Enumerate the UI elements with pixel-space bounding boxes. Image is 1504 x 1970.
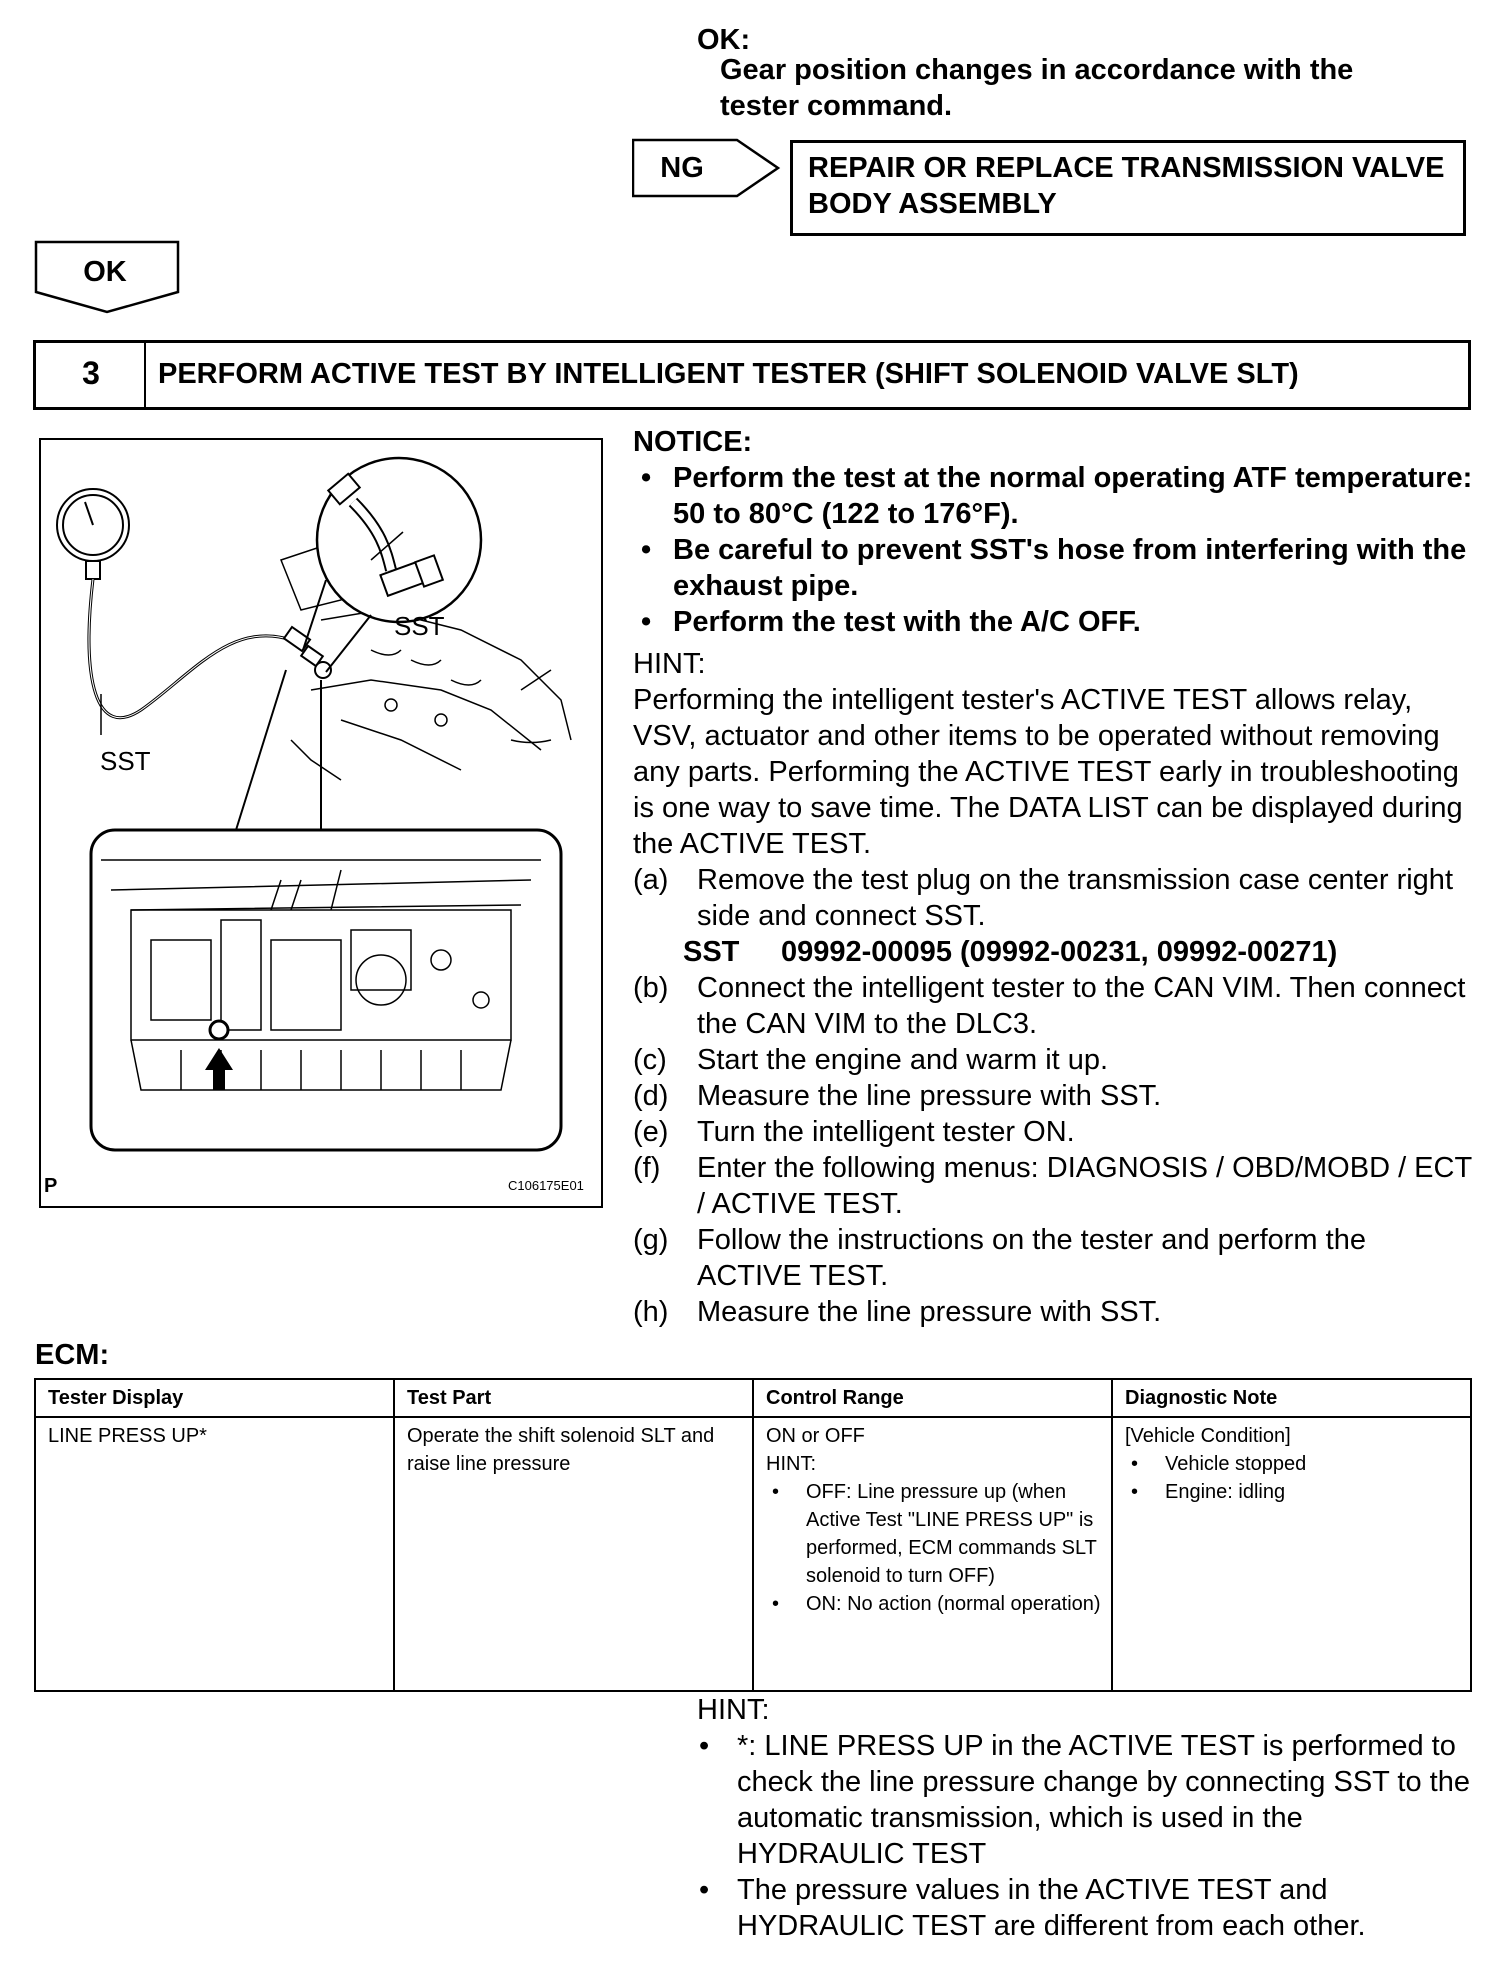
illustration-corner-mark: P bbox=[44, 1175, 58, 1197]
step-title: PERFORM ACTIVE TEST BY INTELLIGENT TESTER (SHIFT SOLENOID VALVE SLT) bbox=[158, 358, 1299, 390]
step-text: Measure the line pressure with SST. bbox=[697, 1080, 1162, 1112]
diagnostic-bullets bbox=[1125, 1450, 1460, 1506]
procedure-step bbox=[633, 970, 1473, 1042]
table-header-test-part: Test Part bbox=[394, 1379, 753, 1417]
cell-diagnostic-note bbox=[1112, 1417, 1471, 1691]
notice-list bbox=[633, 460, 1473, 640]
procedure-step bbox=[633, 862, 1473, 934]
procedure-step bbox=[633, 1150, 1473, 1222]
list-item: • Engine: idling bbox=[1125, 1478, 1460, 1506]
procedure-steps bbox=[633, 862, 1473, 1330]
hint-text: Performing the intelligent tester's ACTIVE TEST allows relay, VSV, actuator and other items to be operated without removing any parts. Performing the ACTIVE TEST early in troubleshooting is one way to save time. The DATA LIST can be displayed during the ACTIVE TEST. bbox=[633, 684, 1463, 860]
step-letter: (f) bbox=[633, 1152, 661, 1184]
step-text: Measure the line pressure with SST. bbox=[697, 1296, 1162, 1328]
table-header-row bbox=[35, 1379, 1471, 1417]
table-header-tester-display: Tester Display bbox=[35, 1379, 394, 1417]
step-letter: (h) bbox=[633, 1296, 669, 1328]
bottom-hint-text: The pressure values in the ACTIVE TEST and HYDRAULIC TEST are different from each other. bbox=[737, 1874, 1366, 1942]
cell-test-part: Operate the shift solenoid SLT and raise line pressure bbox=[394, 1417, 753, 1691]
step-text: Start the engine and warm it up. bbox=[697, 1044, 1109, 1076]
bottom-hint-list bbox=[697, 1728, 1477, 1944]
control-range-hint-label: HINT: bbox=[766, 1453, 816, 1475]
step-number: 3 bbox=[82, 355, 100, 391]
ok-result-label: OK: bbox=[697, 24, 751, 56]
list-item: • OFF: Line pressure up (when Active Test "LINE PRESS UP" is performed, ECM commands SLT solenoid to turn OFF) bbox=[766, 1478, 1101, 1590]
ecm-active-test-table bbox=[34, 1378, 1472, 1692]
sst-part-numbers bbox=[633, 934, 1473, 970]
table-row bbox=[35, 1417, 1471, 1691]
notice-item-text: Perform the test with the A/C OFF. bbox=[673, 606, 1141, 638]
table-header-control-range: Control Range bbox=[753, 1379, 1112, 1417]
cell-control-range bbox=[753, 1417, 1112, 1691]
bottom-hint-text: *: LINE PRESS UP in the ACTIVE TEST is performed to check the line pressure change by connecting SST to the automatic transmission, which is used in the HYDRAULIC TEST bbox=[737, 1730, 1470, 1870]
step-text: Enter the following menus: DIAGNOSIS / OBD/MOBD / ECT / ACTIVE TEST. bbox=[697, 1152, 1472, 1220]
hint-label: HINT: bbox=[633, 648, 706, 680]
step-letter: (a) bbox=[633, 864, 669, 896]
list-item: • *: LINE PRESS UP in the ACTIVE TEST is performed to check the line pressure change by connecting SST to the automatic transmission, which is used in the HYDRAULIC TEST bbox=[697, 1728, 1477, 1872]
step-letter: (b) bbox=[633, 972, 669, 1004]
ok-arrow-label: OK bbox=[83, 256, 127, 288]
illustration-label-sst-hose: SST bbox=[100, 746, 151, 776]
vehicle-condition-label: [Vehicle Condition] bbox=[1125, 1425, 1291, 1447]
list-item: • The pressure values in the ACTIVE TEST and HYDRAULIC TEST are different from each other. bbox=[697, 1872, 1477, 1944]
ng-action-text: REPAIR OR REPLACE TRANSMISSION VALVE BODY ASSEMBLY bbox=[808, 152, 1445, 220]
notice-item: • Perform the test at the normal operating ATF temperature: 50 to 80°C (122 to 176°F). bbox=[641, 462, 1473, 530]
pressure-gauge-icon bbox=[57, 489, 129, 579]
control-range-value: ON or OFF bbox=[766, 1425, 865, 1447]
illustration-label-sst-fitting: SST bbox=[394, 611, 445, 641]
control-range-bullets bbox=[766, 1478, 1101, 1618]
sst-key: SST bbox=[683, 936, 740, 968]
control-bullet-text: OFF: Line pressure up (when Active Test "LINE PRESS UP" is performed, ECM commands SLT solenoid to turn OFF) bbox=[806, 1481, 1097, 1587]
notice-title: NOTICE: bbox=[633, 426, 753, 458]
bottom-hint-label: HINT: bbox=[697, 1694, 770, 1726]
sst-value: 09992-00095 (09992-00231, 09992-00271) bbox=[781, 936, 1338, 968]
procedure-step bbox=[633, 1294, 1473, 1330]
step-letter: (c) bbox=[633, 1044, 667, 1076]
diag-bullet-text: Engine: idling bbox=[1165, 1481, 1286, 1503]
step-letter: (e) bbox=[633, 1116, 669, 1148]
step-text: Remove the test plug on the transmission case center right side and connect SST. bbox=[697, 864, 1453, 932]
cell-tester-display: LINE PRESS UP* bbox=[35, 1417, 394, 1691]
diag-bullet-text: Vehicle stopped bbox=[1165, 1453, 1307, 1475]
step-letter: (d) bbox=[633, 1080, 669, 1112]
step-letter: (g) bbox=[633, 1224, 669, 1256]
list-item: • ON: No action (normal operation) bbox=[766, 1590, 1101, 1618]
notice-item: • Perform the test with the A/C OFF. bbox=[633, 604, 1473, 640]
pressure-gauge-illustration bbox=[41, 440, 601, 1206]
ecm-label: ECM: bbox=[35, 1339, 110, 1371]
list-item: • Vehicle stopped bbox=[1125, 1450, 1460, 1478]
ok-result-text: Gear position changes in accordance with the tester command. bbox=[720, 54, 1354, 122]
procedure-step bbox=[633, 1042, 1473, 1078]
procedure-step bbox=[633, 1222, 1473, 1294]
illustration-figure-code: C106175E01 bbox=[508, 1178, 584, 1193]
control-bullet-text: ON: No action (normal operation) bbox=[806, 1593, 1101, 1615]
table-header-diagnostic-note: Diagnostic Note bbox=[1112, 1379, 1471, 1417]
notice-item-text: Perform the test at the normal operating ATF temperature: 50 to 80°C (122 to 176°F). bbox=[673, 462, 1473, 530]
step-text: Connect the intelligent tester to the CAN VIM. Then connect the CAN VIM to the DLC3. bbox=[697, 972, 1466, 1040]
ng-label: NG bbox=[660, 152, 704, 184]
procedure-step bbox=[633, 1114, 1473, 1150]
step-text: Follow the instructions on the tester and perform the ACTIVE TEST. bbox=[697, 1224, 1366, 1292]
notice-item-text: Be careful to prevent SST's hose from interfering with the exhaust pipe. bbox=[673, 534, 1467, 602]
notice-item: • Be careful to prevent SST's hose from interfering with the exhaust pipe. bbox=[633, 532, 1473, 604]
procedure-step bbox=[633, 1078, 1473, 1114]
step-text: Turn the intelligent tester ON. bbox=[697, 1116, 1075, 1148]
